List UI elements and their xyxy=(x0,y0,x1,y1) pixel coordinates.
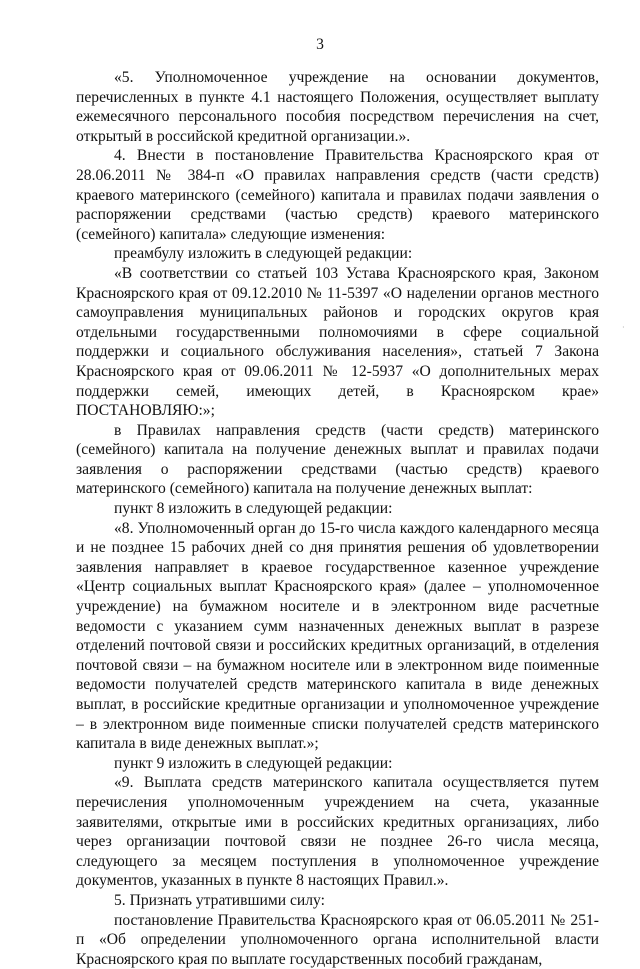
paragraph-point-8-intro: пункт 8 изложить в следующей редакции: xyxy=(114,500,393,518)
page-number: 3 xyxy=(316,36,324,53)
paragraph-item-5-payment: «5. Уполномоченное учреждение на основании документов, перечисленных в пункте 4.1 настоящего Положения, осуществляет выплату ежемесячного персонального пособия посредством перечисления на счет, открытый в российской кредитной организации.». xyxy=(76,69,599,145)
paragraph-preamble-intro: преамбулу изложить в следующей редакции: xyxy=(114,245,413,263)
paragraph-point-9-text: «9. Выплата средств материнского капитала осуществляется путем перечисления уполномоченным учреждением на счета, указанные заявителями, открытые ими в российских кредитных организациях, либо через организации почтовой связи не позднее 26-го числа месяца, следующего за месяцем поступления в уполномоченное учреждение документов, указанных в пункте 8 настоящих Правил.». xyxy=(76,774,599,890)
paragraph-preamble-text: «В соответствии со статьей 103 Устава Красноярского края, Законом Красноярского края от 09.12.2010 № 11-5397 «О наделении органов местного самоуправления муниципальных районов и городских округов края отдельными государственными полномочиями в сфере социальной поддержки и социального обслуживания населения», статьей 7 Закона Красноярского края от 09.06.2011 № 12-5937 «О дополнительных мерах поддержки семей, имеющих детей, в Красноярском крае» ПОСТАНОВЛЯЮ:»; xyxy=(76,264,599,420)
scan-speck: · xyxy=(622,323,625,332)
paragraph-point-8-text: «8. Уполномоченный орган до 15-го числа каждого календарного месяца и не позднее 15 рабочих дней со дня принятия решения об удовлетворении заявления направляет в краевое государственное казенное учреждение «Центр социальных выплат Красноярского края» (далее – уполномоченное учреждение) на бумажном носителе и в электронном виде расчетные ведомости с указанием сумм назначенных денежных выплат в разрезе отделений почтовой связи и российских кредитных организаций, в отделения почтовой связи – на бумажном носителе или в электронном виде поименные ведомости получателей средств материнского капитала в виде денежных выплат, в российские кредитные организации и уполномоченное учреждение – в электронном виде поименные списки получателей средств материнского капитала в виде денежных выплат.»; xyxy=(76,519,599,753)
paragraph-resolution-251: постановление Правительства Красноярского края от 06.05.2011 № 251-п «Об определении уполномоченного органа исполнительной власти Красноярского края по выплате государственных пособий гражданам, xyxy=(76,911,599,968)
document-body xyxy=(76,68,599,969)
paragraph-amendment-4: 4. Внести в постановление Правительства Красноярского края от 28.06.2011 № 384-п «О правилах направления средств (части средств) краевого материнского (семейного) капитала и правилах подачи заявления о распоряжении средствами (частью средств) краевого материнского (семейного) капитала» следующие изменения: xyxy=(76,147,599,243)
paragraph-point-9-intro: пункт 9 изложить в следующей редакции: xyxy=(114,754,393,772)
paragraph-rules-intro: в Правилах направления средств (части средств) материнского (семейного) капитала на получение денежных выплат и правилах подачи заявления о распоряжении средствами (частью средств) краевого материнского (семейного) капитала на получение денежных выплат: xyxy=(76,421,599,498)
paragraph-item-5-repeal: 5. Признать утратившими силу: xyxy=(114,891,325,909)
